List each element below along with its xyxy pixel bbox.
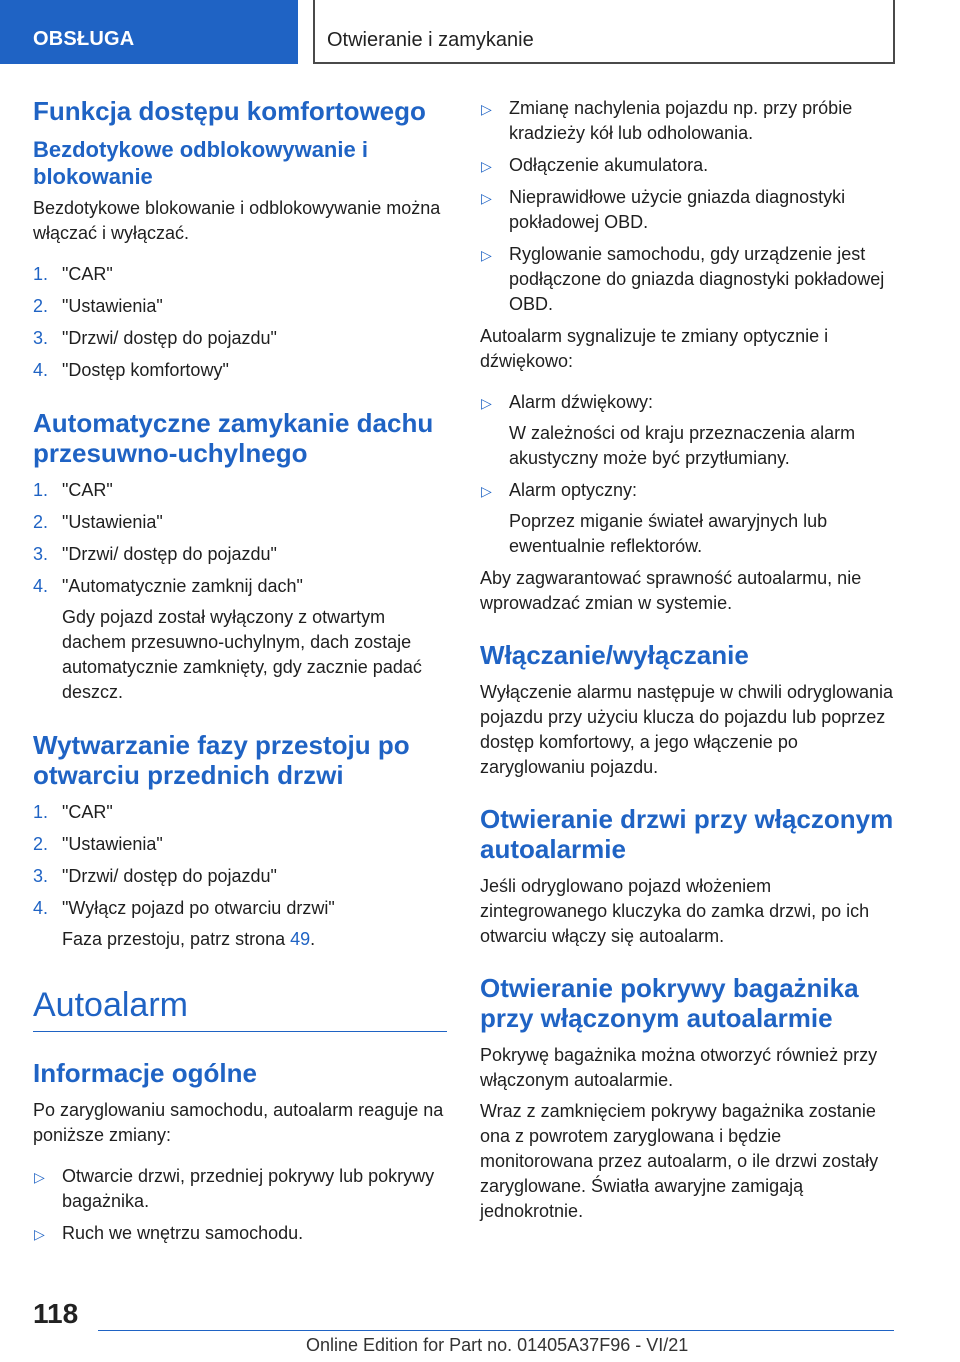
- list-item: [480, 390, 898, 471]
- list-item: [33, 896, 447, 952]
- alarm-signals-list: [480, 390, 898, 559]
- bullet-text: Zmianę nachylenia pojazdu np. przy próbie kradzieży kół lub odholowania.: [509, 98, 853, 143]
- steps-comfort: [33, 262, 447, 383]
- steps-standby: [33, 800, 447, 952]
- heading-roof-closing: Automatyczne zamykanie dachu przesuwno-uchylnego: [33, 408, 434, 468]
- paragraph: Po zaryglowaniu samochodu, autoalarm reaguje na poniższe zmiany:: [33, 1100, 444, 1145]
- step-text: "Wyłącz pojazd po otwarciu drzwi": [62, 898, 335, 918]
- heading-open-doors: Otwieranie drzwi przy włączonym autoalarmie: [480, 804, 894, 864]
- alarm-triggers-list: [33, 1164, 447, 1246]
- bullet-text: Otwarcie drzwi, przedniej pokrywy lub pokrywy bagażnika.: [62, 1166, 435, 1211]
- bullet-text: Odłączenie akumulatora.: [509, 155, 709, 175]
- steps-roof: [33, 478, 447, 705]
- triangle-bullet-icon: ▷: [34, 1169, 45, 1185]
- heading-on-off: Włączanie/wyłączanie: [480, 640, 749, 670]
- step-text: "Drzwi/ dostęp do pojazdu": [62, 328, 277, 348]
- step-number: 4.: [33, 576, 49, 596]
- list-item: [33, 800, 447, 825]
- list-item: [33, 832, 447, 857]
- paragraph: Autoalarm sygnalizuje te zmiany optycznie i dźwiękowo:: [480, 326, 829, 371]
- paragraph: Aby zagwarantować sprawność autoalarmu, nie wprowadzać zmian w systemie.: [480, 568, 862, 613]
- list-item: [33, 326, 447, 351]
- heading-alarm: Autoalarm: [33, 985, 447, 1032]
- step-text: "Drzwi/ dostęp do pojazdu": [62, 544, 277, 564]
- paragraph: Jeśli odryglowano pojazd włożeniem zintegrowanego kluczyka do zamka drzwi, po ich otwarciu włączy się autoalarm.: [480, 876, 870, 946]
- bullet-text: Alarm dźwiękowy:: [509, 392, 654, 412]
- step-text: "Ustawienia": [62, 512, 163, 532]
- list-item: [480, 185, 898, 235]
- step-number: 4.: [33, 898, 49, 918]
- step-text: "CAR": [62, 480, 113, 500]
- list-item: [33, 542, 447, 567]
- triangle-bullet-icon: ▷: [481, 395, 492, 411]
- step-number: 4.: [33, 360, 49, 380]
- heading-touchless-locking: Bezdotykowe odblokowywanie i blokowanie: [33, 137, 368, 189]
- triangle-bullet-icon: ▷: [481, 190, 492, 206]
- bullet-text: Ryglowanie samochodu, gdy urządzenie jest podłączone do gniazda diagnostyki pokładowej OBD.: [509, 244, 885, 314]
- heading-standby: Wytwarzanie fazy przestoju po otwarciu przednich drzwi: [33, 730, 410, 790]
- note-text: Faza przestoju, patrz strona: [62, 929, 291, 949]
- step-number: 3.: [33, 328, 49, 348]
- list-item: [33, 864, 447, 889]
- triangle-bullet-icon: ▷: [481, 483, 492, 499]
- list-item: [33, 262, 447, 287]
- list-item: [480, 242, 898, 317]
- list-item: [33, 574, 447, 705]
- list-item: [33, 510, 447, 535]
- bullet-note: Poprzez miganie świateł awaryjnych lub ewentualnie reflektorów.: [509, 511, 828, 556]
- bullet-text: Alarm optyczny:: [509, 480, 638, 500]
- step-note: [62, 927, 447, 952]
- heading-comfort-access: Funkcja dostępu komfortowego: [33, 96, 426, 126]
- list-item: [480, 153, 898, 178]
- paragraph: Wyłączenie alarmu następuje w chwili odryglowania pojazdu przy użyciu klucza do pojazdu lub poprzez dostęp komfortowy, a jego włączenie po zaryglowaniu pojazdu.: [480, 682, 894, 777]
- triangle-bullet-icon: ▷: [481, 158, 492, 174]
- step-number: 1.: [33, 802, 49, 822]
- list-item: [33, 1164, 447, 1214]
- bullet-text: Nieprawidłowe użycie gniazda diagnostyki pokładowej OBD.: [509, 187, 846, 232]
- list-item: [33, 294, 447, 319]
- step-text: "Ustawienia": [62, 834, 163, 854]
- list-item: [480, 96, 898, 146]
- step-number: 2.: [33, 834, 49, 854]
- triangle-bullet-icon: ▷: [481, 101, 492, 117]
- step-number: 1.: [33, 264, 49, 284]
- step-number: 2.: [33, 296, 49, 316]
- list-item: [33, 358, 447, 383]
- step-text: "Ustawienia": [62, 296, 163, 316]
- page-number: 118: [33, 1298, 79, 1329]
- footer-edition: Online Edition for Part no. 01405A37F96 - VI/21: [306, 1335, 689, 1355]
- chapter-title: Otwieranie i zamykanie: [313, 0, 895, 64]
- list-item: [33, 478, 447, 503]
- alarm-triggers-list-cont: [480, 96, 898, 317]
- left-column: [33, 96, 447, 1253]
- step-text: "CAR": [62, 264, 113, 284]
- heading-general-info: Informacje ogólne: [33, 1058, 257, 1088]
- step-number: 1.: [33, 480, 49, 500]
- page-link[interactable]: 49: [290, 929, 311, 949]
- step-text: "CAR": [62, 802, 113, 822]
- triangle-bullet-icon: ▷: [481, 247, 492, 263]
- list-item: [33, 1221, 447, 1246]
- paragraph: Bezdotykowe blokowanie i odblokowywanie można włączać i wyłączać.: [33, 198, 441, 243]
- paragraph: Pokrywę bagażnika można otworzyć również przy włączonym autoalarmie.: [480, 1045, 878, 1090]
- step-text: "Automatycznie zamknij dach": [62, 576, 303, 596]
- section-tab[interactable]: OBSŁUGA: [0, 0, 298, 64]
- bullet-text: Ruch we wnętrzu samochodu.: [62, 1223, 304, 1243]
- step-number: 3.: [33, 544, 49, 564]
- footer-divider: [98, 1330, 894, 1331]
- triangle-bullet-icon: ▷: [34, 1226, 45, 1242]
- bullet-note: W zależności od kraju przeznaczenia alarm akustyczny może być przytłumiany.: [509, 423, 856, 468]
- step-text: "Drzwi/ dostęp do pojazdu": [62, 866, 277, 886]
- right-column: [480, 96, 898, 1230]
- step-note: Gdy pojazd został wyłączony z otwartym dachem przesuwno-uchylnym, dach zostaje automatycznie zamknięty, gdy zacznie padać deszcz.: [62, 607, 422, 702]
- step-text: "Dostęp komfortowy": [62, 360, 229, 380]
- note-suffix: .: [310, 929, 316, 949]
- paragraph: Wraz z zamknięciem pokrywy bagażnika zostanie ona z powrotem zaryglowana i będzie monitorowana przez autoalarm, o ile drzwi zostały zaryglowane. Światła awaryjne zamigają jednokrotnie.: [480, 1101, 879, 1221]
- heading-open-trunk: Otwieranie pokrywy bagażnika przy włączonym autoalarmie: [480, 973, 859, 1033]
- step-number: 3.: [33, 866, 49, 886]
- list-item: [480, 478, 898, 559]
- step-number: 2.: [33, 512, 49, 532]
